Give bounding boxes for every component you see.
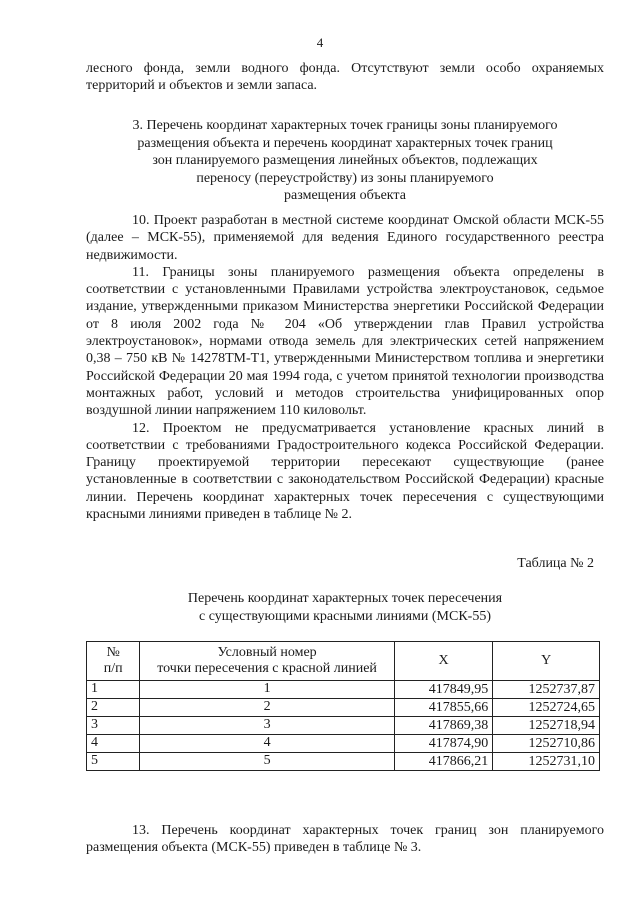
header-number-line2: п/п <box>103 661 123 676</box>
table-header-row <box>87 642 600 681</box>
paragraph-13: 13. Перечень координат характерных точек границ зон планируемого размещения объекта (МСК-55) приведен в таблице № 3. <box>86 823 604 856</box>
body-paragraphs <box>86 212 604 523</box>
table-title-line: с существующими красными линиями (МСК-55) <box>199 609 491 624</box>
cell-point-id: 1 <box>140 681 394 699</box>
header-y: Y <box>493 642 600 681</box>
cell-x: 417869,38 <box>394 717 492 735</box>
intro-text: лесного фонда, земли водного фонда. Отсутствуют земли особо охраняемых территорий и объектов и земли запаса. <box>86 61 604 94</box>
table-row <box>87 681 600 699</box>
cell-x: 417849,95 <box>394 681 492 699</box>
closing-paragraph <box>86 822 604 857</box>
table-row <box>87 735 600 753</box>
header-number-line1: № <box>106 645 120 660</box>
cell-x: 417874,90 <box>394 735 492 753</box>
header-point-id <box>140 642 394 681</box>
cell-point-id: 5 <box>140 753 394 771</box>
header-x: X <box>394 642 492 681</box>
intro-paragraph <box>86 60 604 95</box>
cell-y: 1252710,86 <box>493 735 600 753</box>
page-number: 4 <box>316 35 324 50</box>
table-title-line: Перечень координат характерных точек пересечения <box>187 591 503 606</box>
heading-line: зон планируемого размещения линейных объектов, подлежащих <box>152 153 538 168</box>
cell-point-id: 2 <box>140 699 394 717</box>
heading-line: 3. Перечень координат характерных точек границы зоны планируемого <box>132 118 558 133</box>
cell-number: 5 <box>87 753 140 771</box>
cell-x: 417866,21 <box>394 753 492 771</box>
header-point-id-line1: Условный номер <box>217 645 317 660</box>
table-2-title <box>86 590 604 626</box>
table-2-label: Таблица № 2 <box>517 556 594 571</box>
cell-y: 1252737,87 <box>493 681 600 699</box>
cell-point-id: 3 <box>140 717 394 735</box>
coordinates-table <box>86 641 600 771</box>
cell-x: 417855,66 <box>394 699 492 717</box>
paragraph-10: 10. Проект разработан в местной системе координат Омской области МСК-55 (далее – МСК-55), применяемой для ведения Единого государственного реестра недвижимости. <box>86 213 604 263</box>
section-3-heading <box>86 117 604 205</box>
heading-line: размещения объекта и перечень координат характерных точек границ <box>137 135 553 151</box>
cell-y: 1252731,10 <box>493 753 600 771</box>
cell-number: 1 <box>87 681 140 699</box>
heading-line: переносу (переустройству) из зоны планируемого <box>196 170 494 186</box>
cell-y: 1252718,94 <box>493 717 600 735</box>
cell-number: 4 <box>87 735 140 753</box>
cell-point-id: 4 <box>140 735 394 753</box>
paragraph-12: 12. Проектом не предусматривается установление красных линий в соответствии с требованиями Градостроительного кодекса Российской Федерации. Границу проектируемой территории пересекают существующие (ранее установленные в соответствии с законодательством Российской Федерации) красные линии. Перечень координат характерных точек пересечения с существующими красными линиями приведен в таблице № 2. <box>86 420 604 523</box>
table-row <box>87 753 600 771</box>
table-row <box>87 717 600 735</box>
table-row <box>87 699 600 717</box>
cell-number: 3 <box>87 717 140 735</box>
header-point-id-line2: точки пересечения с красной линией <box>157 661 377 676</box>
cell-number: 2 <box>87 699 140 717</box>
paragraph-11: 11. Границы зоны планируемого размещения объекта определены в соответствии с установленными Правилами устройства электроустановок, седьмое издание, утвержденными приказом Министерства энергетики Российской Федерации от 8 июля 2002 года № 204 «Об утверждении глав Правил устройства электроустановок», нормами отвода земель для электрических сетей напряжением 0,38 – 750 кВ № 14278ТМ-Т1, утвержденными Министерством топлива и энергетики Российской Федерации 20 мая 1994 года, с учетом принятой технологии производства монтажных работ, условий и методов строительства унифицированных опор воздушной линии напряжением 110 киловольт. <box>86 264 604 419</box>
cell-y: 1252724,65 <box>493 699 600 717</box>
heading-line: размещения объекта <box>284 188 406 203</box>
header-number <box>87 642 140 681</box>
